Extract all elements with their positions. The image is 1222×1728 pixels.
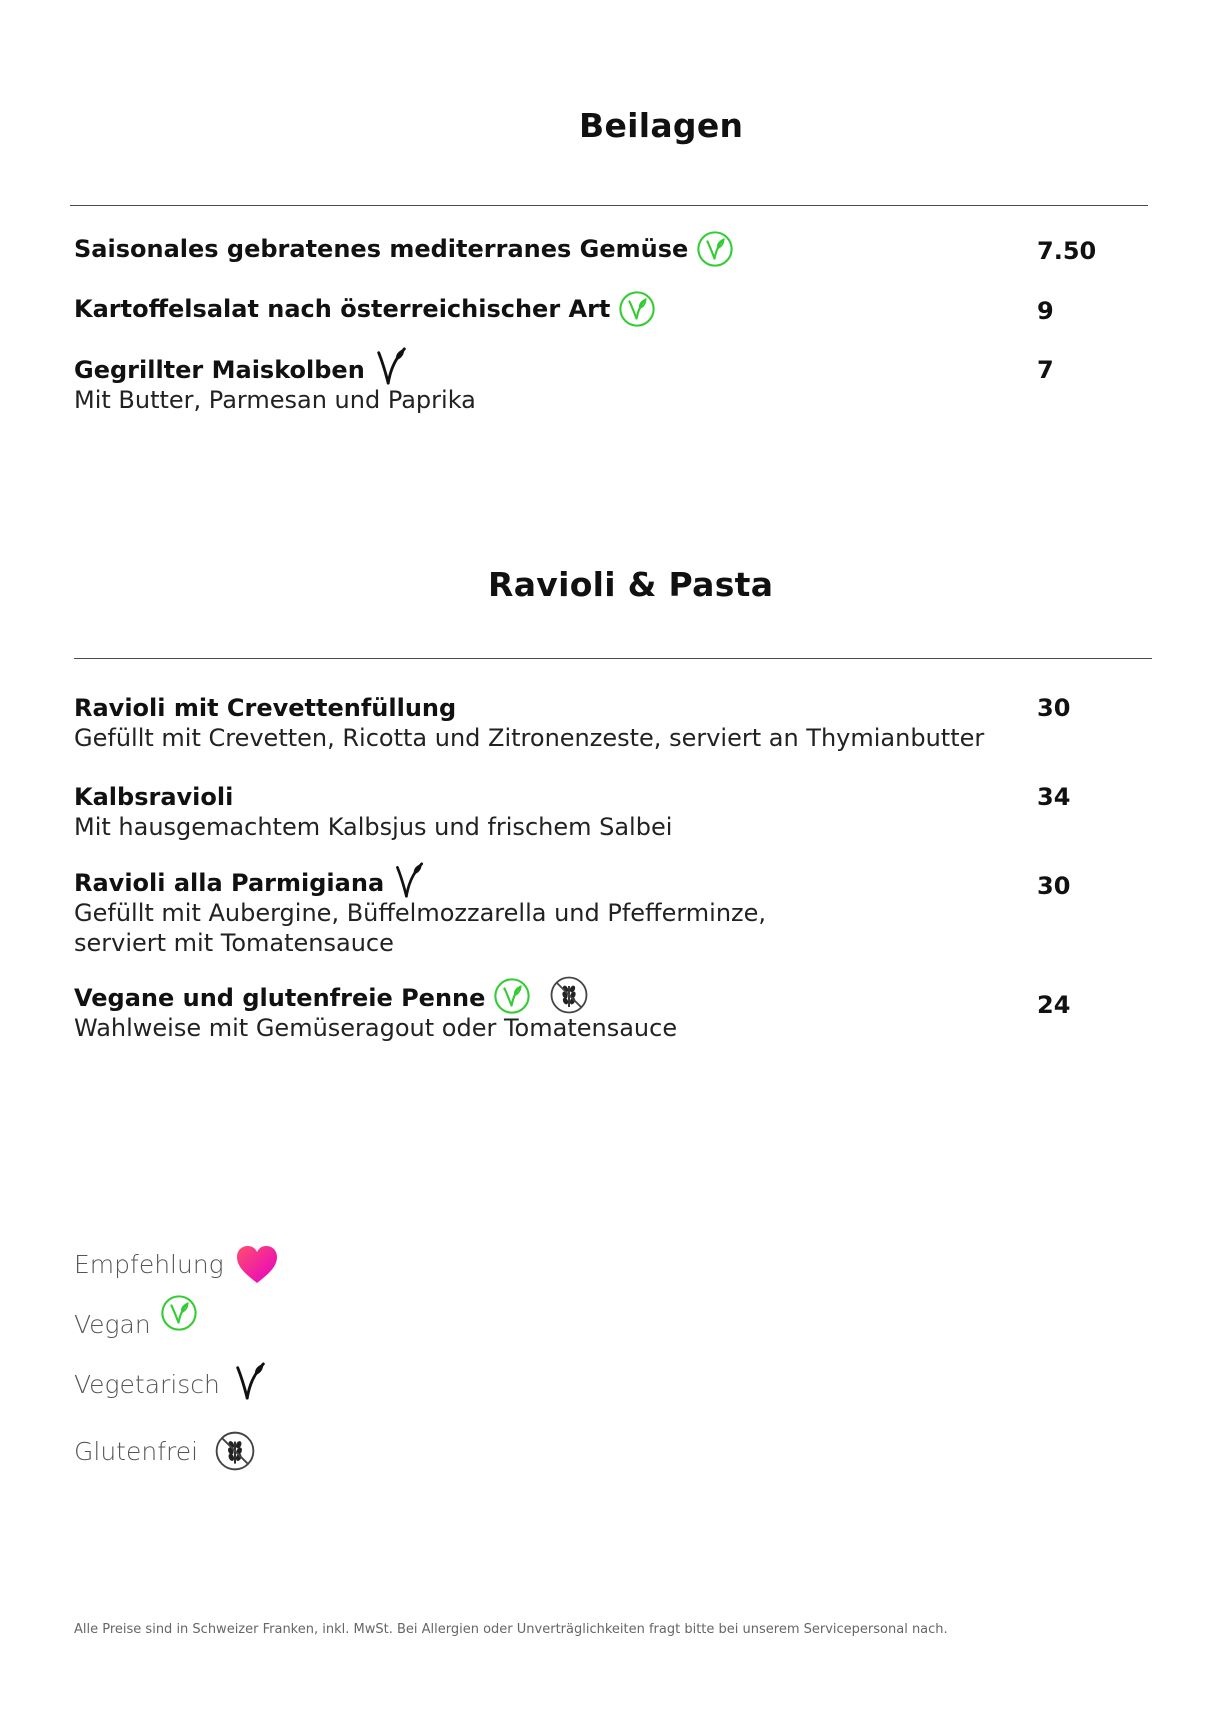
section-title-ravioli-pasta: Ravioli & Pasta	[488, 565, 774, 604]
section-divider	[70, 205, 1148, 206]
menu-item	[74, 975, 677, 1043]
menu-item-price: 7.50	[1037, 237, 1097, 265]
gluten-free-icon	[549, 975, 589, 1015]
menu-item-price: 7	[1037, 356, 1054, 384]
vegetarian-icon	[232, 1360, 270, 1402]
footer-note: Alle Preise sind in Schweizer Franken, inkl. MwSt. Bei Allergien oder Unverträglichkeiten fragt bitte bei unserem Servicepersonal nach.	[74, 1622, 948, 1637]
menu-item-name: Kartoffelsalat nach österreichischer Art	[74, 295, 611, 323]
menu-item	[74, 290, 656, 324]
section-title-beilagen: Beilagen	[579, 106, 744, 145]
menu-item-name: Vegane und glutenfreie Penne	[74, 984, 486, 1012]
vegan-icon	[696, 230, 734, 268]
vegetarian-icon	[392, 860, 428, 900]
menu-item-price: 30	[1037, 694, 1071, 722]
menu-item	[74, 782, 672, 842]
legend-label-recommendation: Empfehlung	[74, 1250, 224, 1279]
menu-item	[74, 693, 984, 753]
menu-item-name: Ravioli mit Crevettenfüllung	[74, 694, 457, 722]
menu-item-name: Gegrillter Maiskolben	[74, 356, 365, 384]
menu-item-description: serviert mit Tomatensauce	[74, 929, 394, 957]
menu-item-description: Mit Butter, Parmesan und Paprika	[74, 386, 476, 414]
vegan-icon	[160, 1294, 198, 1332]
legend-label-vegetarian: Vegetarisch	[74, 1370, 220, 1399]
menu-item-description: Gefüllt mit Crevetten, Ricotta und Zitronenzeste, serviert an Thymianbutter	[74, 724, 985, 752]
menu-item-name: Saisonales gebratenes mediterranes Gemüse	[74, 235, 689, 263]
vegan-icon	[493, 977, 531, 1015]
menu-item	[74, 230, 734, 264]
heart-icon	[236, 1245, 278, 1285]
legend-label-gluten-free: Glutenfrei	[74, 1437, 199, 1466]
menu-item	[74, 345, 476, 415]
vegetarian-icon	[373, 345, 411, 387]
menu-item-description: Mit hausgemachtem Kalbsjus und frischem Salbei	[74, 813, 673, 841]
menu-item	[74, 860, 766, 958]
menu-item-price: 24	[1037, 991, 1071, 1019]
vegan-icon	[618, 290, 656, 328]
menu-item-price: 30	[1037, 872, 1071, 900]
menu-item-name: Ravioli alla Parmigiana	[74, 869, 385, 897]
menu-item-description: Wahlweise mit Gemüseragout oder Tomatensauce	[74, 1014, 678, 1042]
menu-item-name: Kalbsravioli	[74, 783, 234, 811]
section-divider	[74, 658, 1152, 659]
menu-item-price: 34	[1037, 783, 1071, 811]
legend-label-vegan: Vegan	[74, 1310, 151, 1339]
menu-item-description: Gefüllt mit Aubergine, Büffelmozzarella und Pfefferminze,	[74, 899, 767, 927]
gluten-free-icon	[214, 1430, 256, 1472]
menu-item-price: 9	[1037, 297, 1054, 325]
